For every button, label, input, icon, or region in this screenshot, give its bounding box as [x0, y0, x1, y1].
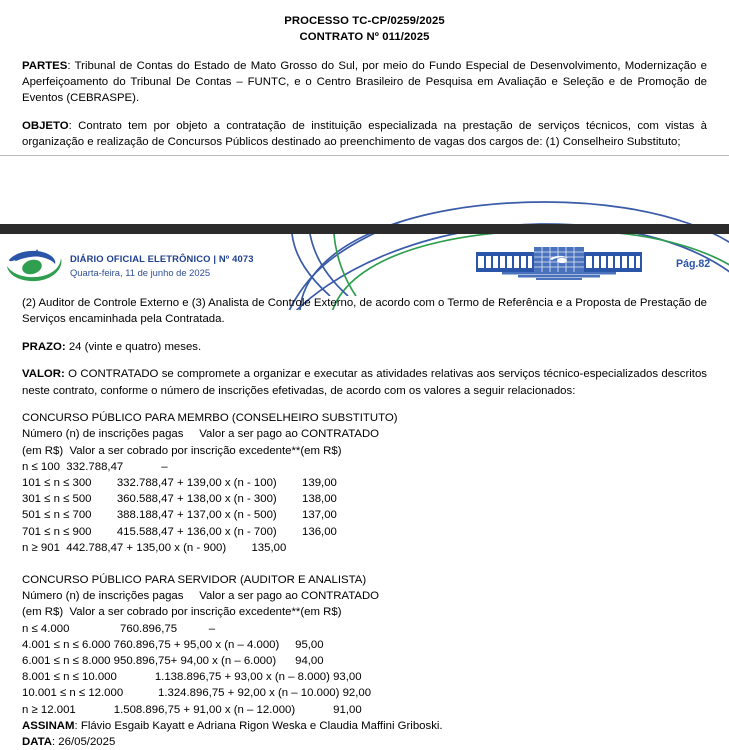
publication-date: Quarta-feira, 11 de junho de 2025	[70, 267, 211, 278]
table-row: 501 ≤ n ≤ 700 388.188,47 + 137,00 x (n - 500) 137,00	[22, 509, 337, 522]
banner-dark-bar	[0, 224, 729, 234]
prazo-text: 24 (vinte e quatro) meses.	[65, 340, 202, 353]
partes-paragraph	[22, 58, 707, 107]
data-label: DATA	[22, 736, 52, 749]
table-row: 101 ≤ n ≤ 300 332.788,47 + 139,00 x (n - 100) 139,00	[22, 477, 337, 489]
banner-text-group	[70, 253, 254, 279]
prazo-label: PRAZO:	[22, 340, 66, 353]
table-row: 701 ≤ n ≤ 900 415.588,47 + 136,00 x (n - 700) 136,00	[22, 525, 337, 538]
table-row: 8.001 ≤ n ≤ 10.000 1.138.896,75 + 93,00 x (n – 8.000) 93,00	[22, 671, 362, 684]
objeto-text: : Contrato tem por objeto a contratação de instituição especializada na prestação de serviços técnicos, com vistas à organização e realização de Concursos Públicos destinado ao preenchimento de vagas dos cargos de: (1) Conselheiro Substituto;	[22, 120, 707, 149]
page-number-label: Pág.82	[676, 258, 711, 270]
table-row: n ≥ 12.001 1.508.896,75 + 91,00 x (n – 12.000) 91,00	[22, 703, 362, 716]
table-membro-heading: CONCURSO PÚBLICO PARA MEMRBO (CONSELHEIRO SUBSTITUTO)	[22, 412, 398, 425]
partes-text: : Tribunal de Contas do Estado de Mato Grosso do Sul, por meio do Fundo Especial de Desenvolvimento, Modernização e Aperfeiçoamento do Tribunal De Contas – FUNTC, e o Centro Brasileiro de Pesquisa em Avaliação e Seleção e de Promoção de Eventos (CEBRASPE).	[22, 60, 707, 105]
publication-name: DIÁRIO OFICIAL ELETRÔNICO	[70, 253, 211, 264]
table-row: 10.001 ≤ n ≤ 12.000 1.324.896,75 + 92,00 x (n – 10.000) 92,00	[22, 687, 372, 700]
valor-paragraph	[22, 366, 707, 398]
government-building-icon	[474, 246, 644, 280]
objeto-continuation: (2) Auditor de Controle Externo e (3) Analista de Controle Externo, de acordo com o Termo de Referência e a Proposta de Prestação de Serviços encaminhada pela Contratada.	[22, 297, 707, 326]
table-row: n ≤ 4.000 760.896,75 –	[22, 622, 216, 635]
contract-header-block	[0, 0, 729, 155]
table-row: 6.001 ≤ n ≤ 8.000 950.896,75+ 94,00 x (n – 6.000) 94,00	[22, 655, 324, 668]
banner-separator: |	[213, 253, 217, 264]
partes-label: PARTES	[22, 60, 68, 72]
objeto-paragraph	[22, 118, 707, 150]
contract-title: CONTRATO Nº 011/2025	[299, 31, 430, 43]
table-servidor-header-line-1: Número (n) de inscrições pagas Valor a ser pago ao CONTRATADO	[22, 590, 380, 603]
contract-body-block	[0, 295, 729, 750]
table-row: 4.001 ≤ n ≤ 6.000 760.896,75 + 95,00 x (n – 4.000) 95,00	[22, 638, 324, 651]
valor-text: O CONTRATADO se compromete a organizar e executar as atividades relativas aos serviços técnico-especializados descritos neste contrato, conforme o número de inscrições efetivadas, de acordo com os valores a seguir relacionados:	[22, 368, 707, 397]
table-row: n ≤ 100 332.788,47 –	[22, 460, 168, 473]
table-servidor-heading: CONCURSO PÚBLICO PARA SERVIDOR (AUDITOR E ANALISTA)	[22, 574, 367, 587]
publication-title-line	[70, 253, 254, 265]
issue-number: Nº 4073	[218, 253, 254, 264]
table-servidor-header-line-2: (em R$) Valor a ser cobrado por inscrição excedente**(em R$)	[22, 606, 342, 619]
data-line	[22, 734, 707, 750]
process-title: PROCESSO TC-CP/0259/2025	[284, 15, 445, 27]
table-membro-header-line-1: Número (n) de inscrições pagas Valor a ser pago ao CONTRATADO	[22, 428, 380, 441]
table-row: n ≥ 901 442.788,47 + 135,00 x (n - 900) 135,00	[22, 541, 287, 554]
banner-top-rule	[0, 155, 729, 156]
table-section-spacer	[22, 556, 707, 572]
eye-swoosh-logo-icon	[6, 247, 64, 283]
assinam-line	[22, 718, 707, 734]
data-text: : 26/05/2025	[51, 736, 116, 749]
valor-label: VALOR:	[22, 368, 65, 381]
assinam-label: ASSINAM	[22, 719, 75, 732]
prazo-paragraph	[22, 339, 707, 355]
assinam-text: : Flávio Esgaib Kayatt e Adriana Rigon Weska e Claudia Maffini Griboski.	[74, 719, 443, 732]
table-membro-header-line-2: (em R$) Valor a ser cobrado por inscrição excedente**(em R$)	[22, 444, 342, 457]
objeto-label: OBJETO	[22, 120, 69, 132]
table-row: 301 ≤ n ≤ 500 360.588,47 + 138,00 x (n - 300) 138,00	[22, 493, 337, 506]
